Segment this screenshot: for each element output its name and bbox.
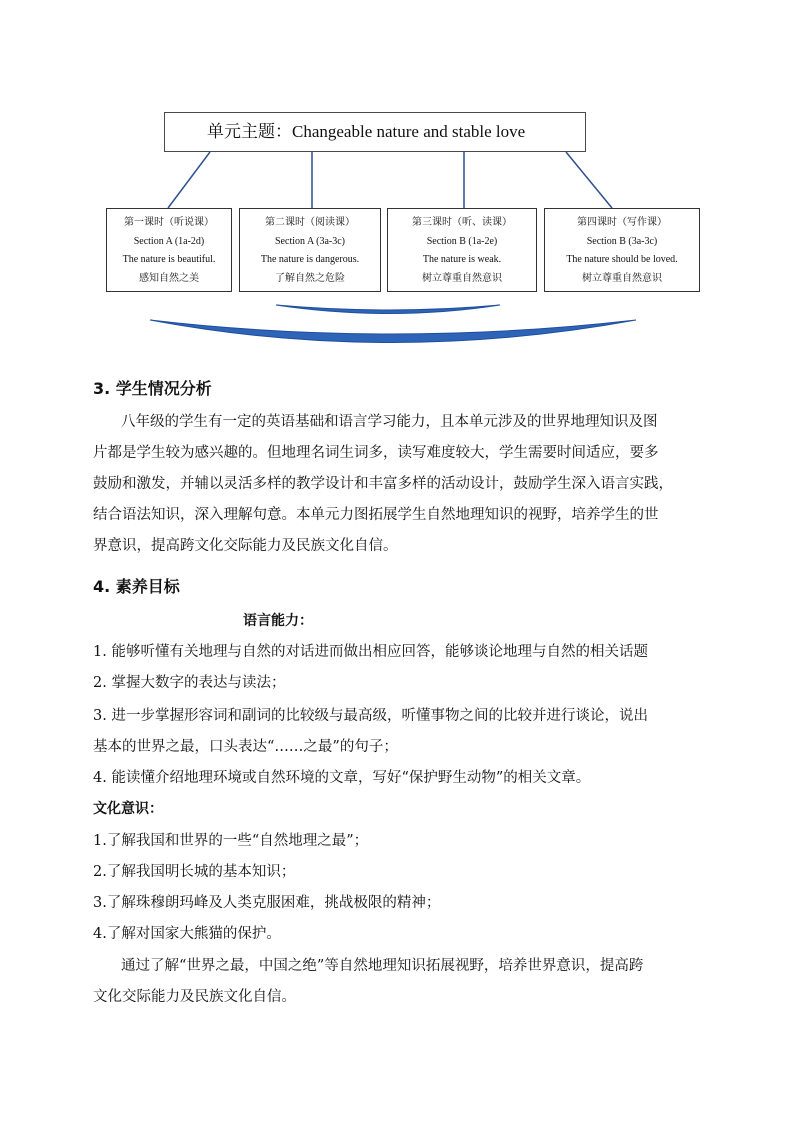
small-arc (276, 305, 500, 314)
culture-item-4: 4.了解对国家大熊猫的保护。 (93, 926, 281, 942)
diagram-connectors (0, 0, 794, 345)
connector-line-1 (168, 152, 210, 208)
section-3-heading: 3. 学生情况分析 (93, 379, 212, 398)
unit-theme-box: 单元主题：Changeable nature and stable love (164, 112, 586, 152)
lesson-box-1 (106, 208, 232, 292)
lesson-box-2 (239, 208, 381, 292)
culture-item-1: 1.了解我国和世界的一些“自然地理之最”； (93, 833, 369, 849)
lesson-title: 第四课时（写作课） (577, 217, 667, 228)
section-3-line-3: 鼓励和激发，并辅以灵活多样的教学设计和丰富多样的活动设计，鼓励学生深入语言实践， (93, 476, 673, 492)
lesson-statement: The nature is beautiful. (122, 254, 216, 265)
section-3-line-4: 结合语法知识，深入理解句意。本单元力图拓展学生自然地理知识的视野，培养学生的世 (93, 507, 659, 523)
lesson-goal: 树立尊重自然意识 (582, 272, 662, 284)
unit-theme-diagram (0, 0, 794, 345)
section-3-line-5: 界意识，提高跨文化交际能力及民族文化自信。 (93, 538, 398, 554)
large-arc (150, 320, 636, 343)
lesson-goal: 树立尊重自然意识 (422, 272, 502, 284)
cultural-awareness-title: 文化意识： (93, 801, 163, 817)
lesson-box-4 (544, 208, 700, 292)
lesson-statement: The nature is dangerous. (260, 254, 360, 265)
lesson-goal: 感知自然之美 (139, 272, 199, 284)
section-3-line-2: 片都是学生较为感兴趣的。但地理名词生词多，读写难度较大，学生需要时间适应，要多 (93, 445, 659, 461)
connector-line-4 (566, 152, 612, 208)
lesson-statement: The nature should be loved. (566, 254, 678, 265)
language-item-4: 4. 能读懂介绍地理环境或自然环境的文章，写好“保护野生动物”的相关文章。 (93, 770, 591, 786)
lesson-title: 第二课时（阅读课） (265, 217, 355, 228)
culture-item-3: 3.了解珠穆朗玛峰及人类克服困难，挑战极限的精神； (93, 895, 441, 911)
language-item-1: 1. 能够听懂有关地理与自然的对话进而做出相应回答，能够谈论地理与自然的相关话题 (93, 644, 648, 660)
section-4-heading: 4. 素养目标 (93, 577, 180, 596)
lesson-title: 第一课时（听说课） (124, 217, 214, 228)
lesson-box-3 (387, 208, 537, 292)
lesson-section: Section B (1a-2e) (426, 235, 498, 247)
lesson-goal: 了解自然之危险 (275, 272, 345, 284)
language-item-2: 2. 掌握大数字的表达与读法； (93, 675, 286, 691)
lesson-title: 第三课时（听、读课） (412, 217, 512, 228)
section-3-line-1: 八年级的学生有一定的英语基础和语言学习能力，且本单元涉及的世界地理知识及图 (121, 414, 658, 430)
lesson-section: Section B (3a-3c) (586, 235, 658, 247)
lesson-section: Section A (1a-2d) (133, 235, 205, 247)
culture-item-2: 2.了解我国明长城的基本知识； (93, 864, 296, 880)
closing-line-2: 文化交际能力及民族文化自信。 (93, 989, 296, 1005)
lesson-statement: The nature is weak. (422, 254, 502, 265)
language-ability-title: 语言能力： (243, 613, 313, 629)
lesson-section: Section A (3a-3c) (275, 235, 345, 247)
closing-line-1: 通过了解“世界之最，中国之绝”等自然地理知识拓展视野，培养世界意识，提高跨 (121, 958, 644, 974)
language-item-3: 3. 进一步掌握形容词和副词的比较级与最高级，听懂事物之间的比较并进行谈论，说出 (93, 708, 648, 724)
language-item-3-cont: 基本的世界之最，口头表达“……之最”的句子； (93, 739, 398, 755)
